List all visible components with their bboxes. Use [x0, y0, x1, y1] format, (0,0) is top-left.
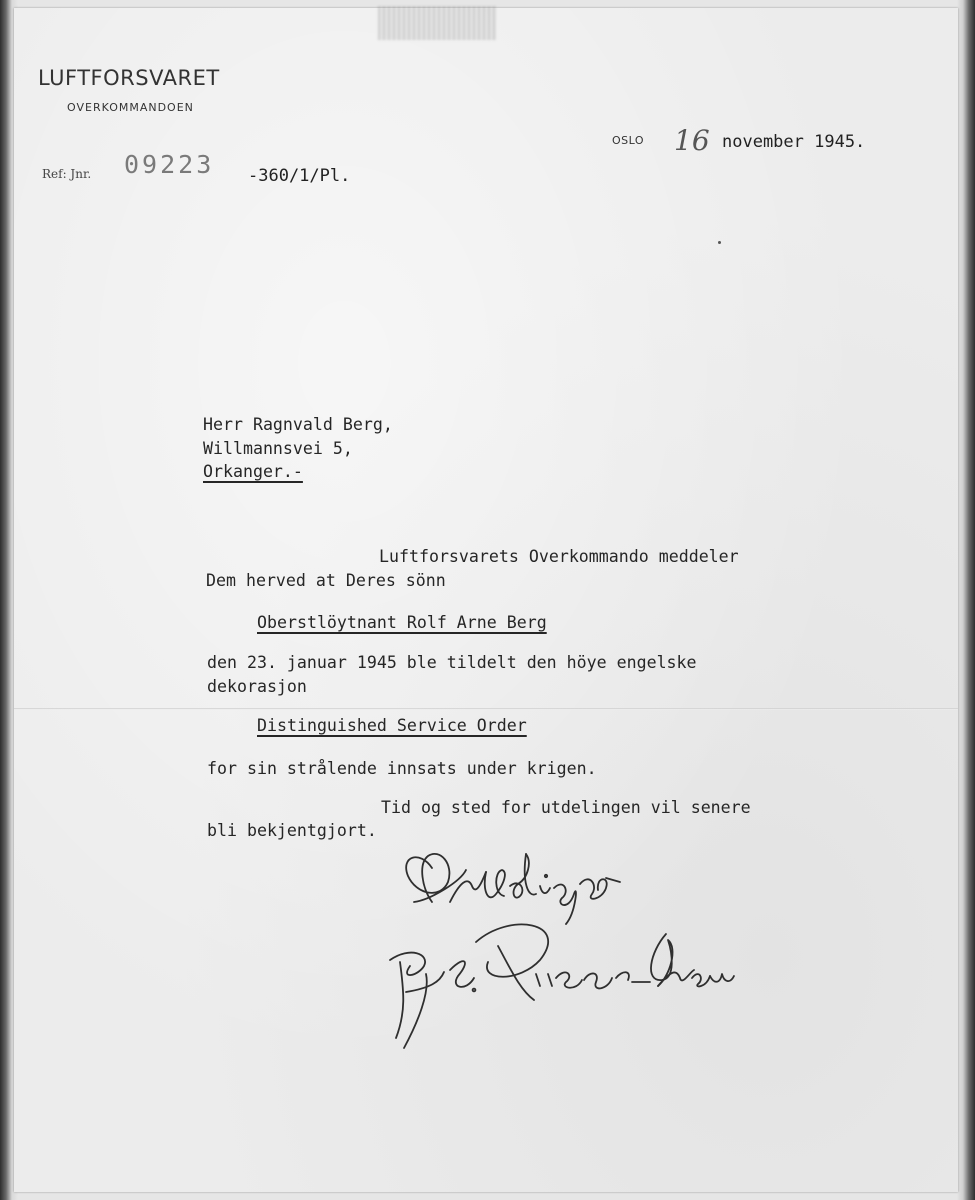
- tape-residue: [378, 6, 496, 40]
- body-paragraph-4-line-2: bli bekjentgjort.: [207, 821, 377, 840]
- body-paragraph-1-line-2: Dem herved at Deres sönn: [206, 571, 446, 590]
- ink-speck: [718, 241, 721, 244]
- body-paragraph-1-line-1: Luftforsvarets Overkommando meddeler: [379, 547, 739, 566]
- body-paragraph-2-line-2: dekorasjon: [207, 677, 307, 696]
- address-line-3: Orkanger.-: [203, 462, 303, 481]
- reference-suffix: -360/1/Pl.: [248, 166, 351, 186]
- paper-fold: [14, 708, 958, 710]
- recipient-name: Oberstlöytnant Rolf Arne Berg: [257, 613, 547, 632]
- body-paragraph-4-line-1: Tid og sted for utdelingen vil senere: [381, 798, 751, 817]
- address-line-1: Herr Ragnvald Berg,: [203, 415, 393, 434]
- letterhead-title: LUFTFORSVARET: [38, 66, 220, 90]
- award-name: Distinguished Service Order: [257, 716, 527, 735]
- dateline-month-year: november 1945.: [722, 132, 866, 152]
- address-line-2: Willmannsvei 5,: [203, 439, 353, 458]
- letterhead-subtitle: OVERKOMMANDOEN: [67, 101, 194, 114]
- handwritten-signature: [370, 842, 740, 1062]
- dateline-day: 16: [674, 124, 710, 157]
- reference-number: 09223: [124, 150, 215, 179]
- reference-label: Ref: Jnr.: [42, 167, 92, 181]
- body-paragraph-2-line-1: den 23. januar 1945 ble tildelt den höye engelske: [207, 653, 697, 672]
- body-paragraph-3: for sin strålende innsats under krigen.: [207, 759, 597, 778]
- dateline-place: OSLO: [612, 134, 645, 147]
